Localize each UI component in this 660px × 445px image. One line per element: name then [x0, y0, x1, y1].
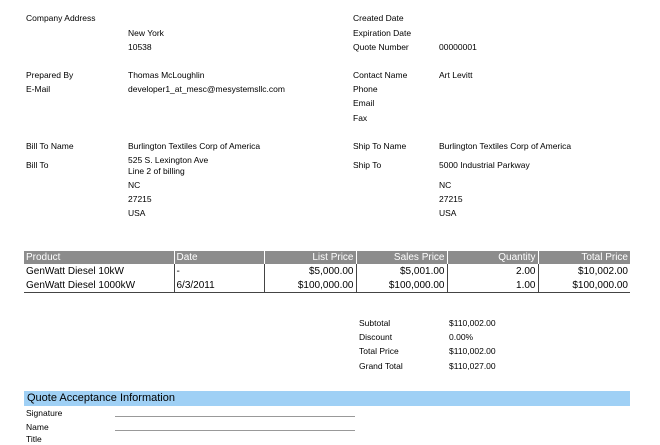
contact-name-label: Contact Name — [353, 70, 408, 80]
cell-date: - — [174, 264, 264, 278]
cell-list-price: $100,000.00 — [264, 278, 356, 293]
company-zip: 10538 — [128, 42, 152, 52]
contact-name: Art Levitt — [439, 70, 473, 80]
total-price-value: $110,002.00 — [449, 346, 496, 356]
cell-list-price: $5,000.00 — [264, 264, 356, 278]
company-city: New York — [128, 28, 164, 38]
cell-quantity: 1.00 — [447, 278, 538, 293]
cell-product: GenWatt Diesel 10kW — [24, 264, 174, 278]
bill-address-line-2: Line 2 of billing — [128, 166, 185, 176]
table-row — [24, 278, 630, 293]
bill-state: NC — [128, 180, 141, 190]
email-value: developer1_at_mesc@mesystemsllc.com — [128, 84, 285, 94]
quote-acceptance-header: Quote Acceptance Information — [24, 391, 630, 406]
cell-product: GenWatt Diesel 1000kW — [24, 278, 174, 293]
prepared-by-label: Prepared By — [26, 70, 74, 80]
contact-email-label: Email — [353, 98, 375, 108]
ship-address-line-1: 5000 Industrial Parkway — [439, 160, 530, 170]
email-label: E-Mail — [26, 84, 51, 94]
discount-value: 0.00% — [449, 332, 474, 342]
cell-sales-price: $100,000.00 — [356, 278, 447, 293]
line-items-table — [24, 251, 630, 293]
header-date: Date — [174, 251, 264, 264]
title-label: Title — [26, 434, 42, 444]
total-price-label: Total Price — [359, 346, 399, 356]
header-total-price: Total Price — [538, 251, 630, 264]
header-product: Product — [24, 251, 174, 264]
grand-total-label: Grand Total — [359, 361, 403, 371]
cell-date: 6/3/2011 — [174, 278, 264, 293]
quote-number-label: Quote Number — [353, 42, 409, 52]
ship-country: USA — [439, 208, 457, 218]
prepared-by: Thomas McLoughlin — [128, 70, 205, 80]
ship-state: NC — [439, 180, 452, 190]
company-address-label: Company Address — [26, 13, 96, 23]
quote-number: 00000001 — [439, 42, 477, 52]
cell-total-price: $100,000.00 — [538, 278, 630, 293]
cell-total-price: $10,002.00 — [577, 265, 628, 277]
table-row — [24, 264, 630, 278]
bill-address-line-1: 525 S. Lexington Ave — [128, 155, 209, 165]
header-quantity: Quantity — [447, 251, 538, 264]
header-sales-price: Sales Price — [356, 251, 447, 264]
bill-country: USA — [128, 208, 146, 218]
ship-to-label: Ship To — [353, 160, 382, 170]
created-date-label: Created Date — [353, 13, 404, 23]
header-list-price: List Price — [264, 251, 356, 264]
signature-label: Signature — [26, 408, 63, 418]
ship-zip: 27215 — [439, 194, 463, 204]
bill-to-label: Bill To — [26, 160, 49, 170]
expiration-date-label: Expiration Date — [353, 28, 412, 38]
table-header-row — [24, 251, 630, 264]
grand-total-value: $110,027.00 — [449, 361, 496, 371]
bill-to-name: Burlington Textiles Corp of America — [128, 141, 261, 151]
subtotal-label: Subtotal — [359, 318, 391, 328]
cell-sales-price: $5,001.00 — [356, 264, 447, 278]
name-label: Name — [26, 422, 49, 432]
bill-to-name-label: Bill To Name — [26, 141, 74, 151]
contact-fax-label: Fax — [353, 113, 368, 123]
signature-line — [115, 416, 355, 417]
discount-label: Discount — [359, 332, 393, 342]
subtotal-value: $110,002.00 — [449, 318, 496, 328]
cell-quantity: 2.00 — [447, 264, 538, 278]
bill-zip: 27215 — [128, 194, 152, 204]
contact-phone-label: Phone — [353, 84, 378, 94]
name-line — [115, 430, 355, 431]
ship-to-name-label: Ship To Name — [353, 141, 407, 151]
ship-to-name: Burlington Textiles Corp of America — [439, 141, 572, 151]
